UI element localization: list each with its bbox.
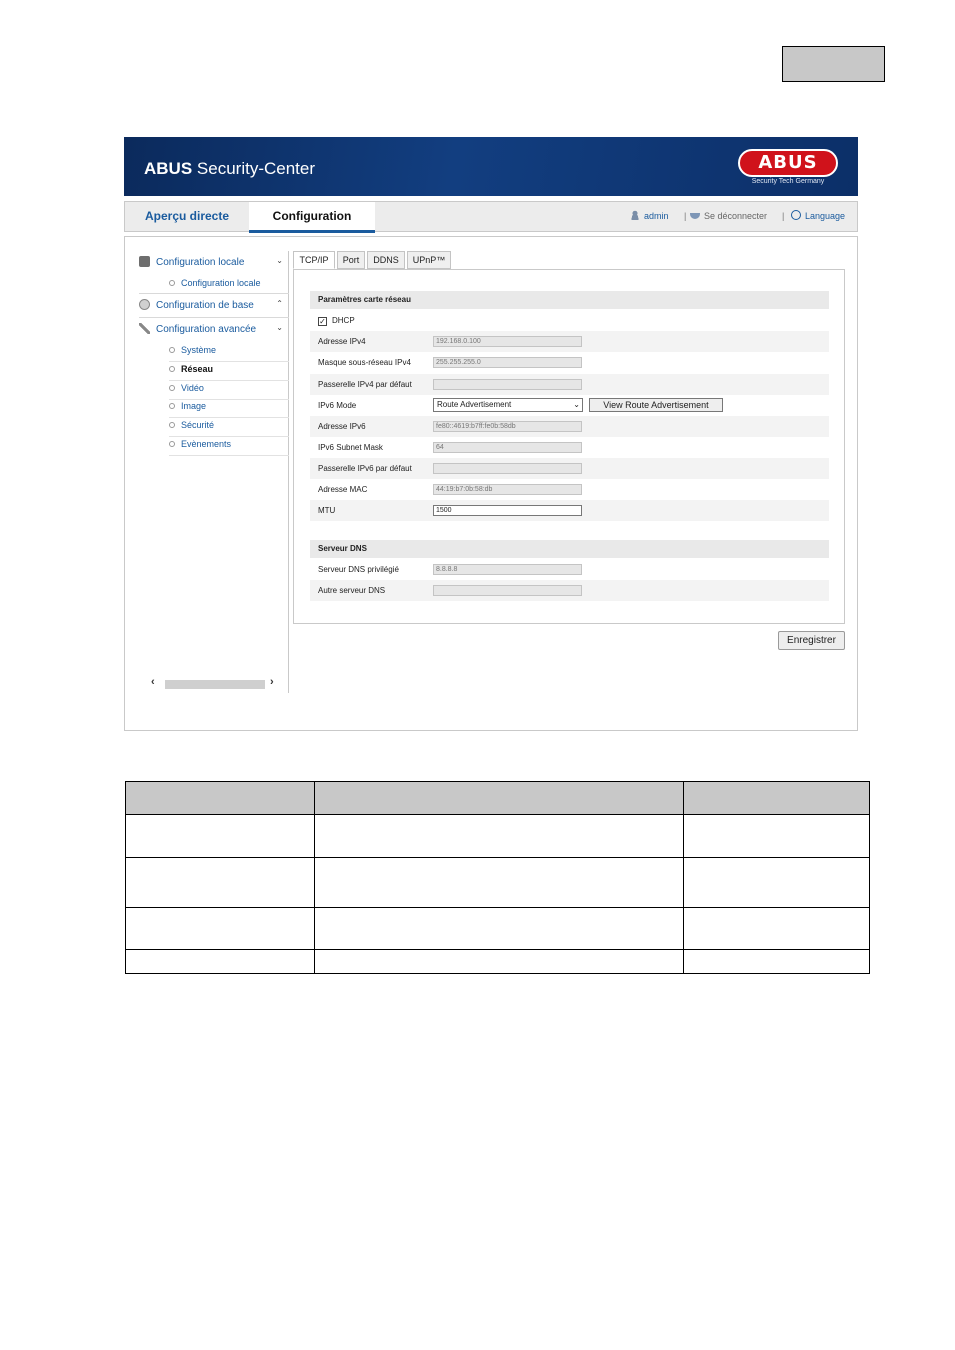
mtu-row bbox=[310, 500, 829, 521]
item-label: Réseau bbox=[181, 364, 214, 374]
section-dns: Serveur DNS bbox=[310, 540, 829, 558]
item-label: Vidéo bbox=[181, 383, 204, 393]
divider bbox=[139, 317, 289, 318]
separator: | bbox=[684, 211, 687, 221]
mac-label: Adresse MAC bbox=[318, 485, 368, 494]
parameter-table bbox=[125, 781, 870, 974]
save-button[interactable]: Enregistrer bbox=[778, 631, 845, 650]
logo-tagline: Security Tech Germany bbox=[751, 178, 825, 185]
app-title: ABUS Security-Center bbox=[144, 159, 316, 178]
chevron-up-icon: ⌃ bbox=[276, 299, 283, 308]
ipv6-mask-label: IPv6 Subnet Mask bbox=[318, 443, 383, 452]
web-interface-screenshot bbox=[124, 137, 858, 731]
ipv6-mask-field[interactable]: 64 bbox=[433, 442, 582, 453]
mask-field[interactable]: 255.255.255.0 bbox=[433, 357, 582, 368]
chevron-right-icon[interactable]: › bbox=[270, 676, 274, 688]
sidebar bbox=[139, 251, 289, 693]
logout-label: Se déconnecter bbox=[704, 211, 768, 221]
table-cell bbox=[126, 908, 315, 950]
mac-row bbox=[310, 479, 829, 500]
section-label: Configuration locale bbox=[156, 257, 245, 268]
section-network-card: Paramètres carte réseau bbox=[310, 291, 829, 309]
item-label: Image bbox=[181, 401, 207, 411]
page-header-box bbox=[782, 46, 885, 82]
table-cell bbox=[315, 950, 684, 974]
dns-primary-label: Serveur DNS privilégié bbox=[318, 565, 399, 574]
sidebar-item-video[interactable] bbox=[169, 381, 289, 400]
chevron-down-icon: ⌄ bbox=[276, 323, 283, 332]
gateway6-row bbox=[310, 458, 829, 479]
table-row bbox=[126, 815, 870, 858]
table-cell bbox=[315, 815, 684, 858]
content-area bbox=[124, 236, 858, 731]
logout-link[interactable] bbox=[690, 202, 767, 231]
monitor-icon bbox=[139, 256, 150, 267]
sidebar-item-system[interactable] bbox=[169, 343, 289, 362]
bullet-icon bbox=[169, 280, 175, 286]
table-header-cell bbox=[315, 782, 684, 815]
user-icon bbox=[630, 210, 640, 220]
ipv6-mask-row bbox=[310, 437, 829, 458]
table-cell bbox=[684, 950, 870, 974]
bullet-icon bbox=[169, 441, 175, 447]
table-header-cell bbox=[126, 782, 315, 815]
bullet-icon bbox=[169, 366, 175, 372]
table-cell bbox=[315, 908, 684, 950]
user-menu[interactable] bbox=[630, 202, 669, 231]
gear-icon bbox=[139, 299, 150, 310]
wrench-icon bbox=[139, 323, 150, 334]
mac-field[interactable]: 44:19:b7:0b:58:db bbox=[433, 484, 582, 495]
logout-icon bbox=[690, 213, 700, 219]
tab-upnp[interactable]: UPnP™ bbox=[407, 251, 451, 269]
mtu-field[interactable]: 1500 bbox=[433, 505, 582, 516]
tcpip-form bbox=[293, 269, 845, 624]
globe-icon bbox=[791, 210, 801, 220]
sidebar-item-events[interactable] bbox=[169, 437, 289, 456]
dns-secondary-field[interactable] bbox=[433, 585, 582, 596]
table-cell bbox=[315, 858, 684, 908]
sidebar-section-local[interactable] bbox=[139, 256, 289, 268]
item-label: Système bbox=[181, 345, 217, 355]
gateway4-row bbox=[310, 374, 829, 395]
item-label: Sécurité bbox=[181, 420, 215, 430]
section-label: Configuration de base bbox=[156, 300, 254, 311]
section-label: Configuration avancée bbox=[156, 324, 257, 335]
header-banner bbox=[124, 137, 858, 196]
ipv6-mode-row bbox=[310, 395, 829, 416]
table-row bbox=[126, 858, 870, 908]
divider bbox=[139, 293, 289, 294]
chevron-down-icon: ⌄ bbox=[276, 256, 283, 265]
dhcp-label: DHCP bbox=[332, 316, 355, 325]
main-nav bbox=[124, 201, 858, 232]
sidebar-item-network[interactable] bbox=[169, 362, 289, 381]
ipv4-label: Adresse IPv4 bbox=[318, 337, 366, 346]
horizontal-scrollbar[interactable] bbox=[139, 678, 289, 690]
tab-live-view[interactable]: Aperçu directe bbox=[144, 209, 230, 223]
ipv6-row bbox=[310, 416, 829, 437]
gateway4-label: Passerelle IPv4 par défaut bbox=[318, 380, 412, 389]
bullet-icon bbox=[169, 385, 175, 391]
bullet-icon bbox=[169, 403, 175, 409]
username: admin bbox=[644, 211, 669, 221]
tab-tcpip[interactable]: TCP/IP bbox=[293, 251, 335, 269]
dns-secondary-row bbox=[310, 580, 829, 601]
gateway6-field[interactable] bbox=[433, 463, 582, 474]
ipv4-row bbox=[310, 331, 829, 352]
table-cell bbox=[684, 908, 870, 950]
table-cell bbox=[126, 858, 315, 908]
gateway6-label: Passerelle IPv6 par défaut bbox=[318, 464, 412, 473]
mask-label: Masque sous-réseau IPv4 bbox=[318, 358, 411, 367]
gateway4-field[interactable] bbox=[433, 379, 582, 390]
table-cell bbox=[126, 950, 315, 974]
view-route-advertisement-button[interactable]: View Route Advertisement bbox=[589, 398, 723, 412]
sidebar-section-advanced[interactable] bbox=[139, 323, 289, 335]
language-label: Language bbox=[805, 211, 846, 221]
dns-primary-field[interactable]: 8.8.8.8 bbox=[433, 564, 582, 575]
ipv6-mode-value: Route Advertisement bbox=[437, 400, 512, 409]
sidebar-item-image[interactable] bbox=[169, 399, 289, 418]
table-row bbox=[126, 950, 870, 974]
item-label: Configuration locale bbox=[181, 278, 261, 288]
separator: | bbox=[782, 211, 785, 221]
table-header-row bbox=[126, 782, 870, 815]
mtu-label: MTU bbox=[318, 506, 336, 515]
tab-port[interactable]: Port bbox=[337, 251, 365, 269]
table-header-cell bbox=[684, 782, 870, 815]
mask-row bbox=[310, 352, 829, 373]
table-cell bbox=[684, 858, 870, 908]
ipv4-field[interactable]: 192.168.0.100 bbox=[433, 336, 582, 347]
dns-secondary-label: Autre serveur DNS bbox=[318, 586, 386, 595]
table-cell bbox=[126, 815, 315, 858]
bullet-icon bbox=[169, 422, 175, 428]
chevron-down-icon: ⌄ bbox=[573, 400, 580, 409]
chevron-left-icon[interactable]: ‹ bbox=[151, 676, 155, 688]
dns-primary-row bbox=[310, 559, 829, 580]
language-menu[interactable] bbox=[791, 202, 845, 231]
dhcp-checkbox[interactable]: ✓ bbox=[319, 317, 326, 326]
table-row bbox=[126, 908, 870, 950]
ipv6-field[interactable]: fe80::4619:b7ff:fe0b:58db bbox=[433, 421, 582, 432]
table-cell bbox=[684, 815, 870, 858]
item-label: Evènements bbox=[181, 439, 232, 449]
dhcp-row bbox=[310, 310, 829, 331]
tab-ddns[interactable]: DDNS bbox=[367, 251, 405, 269]
bullet-icon bbox=[169, 347, 175, 353]
tab-configuration[interactable]: Configuration bbox=[249, 202, 375, 233]
sidebar-section-basic[interactable] bbox=[139, 299, 289, 311]
ipv6-mode-select[interactable] bbox=[433, 398, 583, 412]
ipv6-mode-label: IPv6 Mode bbox=[318, 401, 357, 410]
sidebar-item-security[interactable] bbox=[169, 418, 289, 437]
scrollbar-thumb[interactable] bbox=[165, 680, 265, 689]
abus-logo: ABUS bbox=[738, 149, 838, 177]
ipv6-label: Adresse IPv6 bbox=[318, 422, 366, 431]
